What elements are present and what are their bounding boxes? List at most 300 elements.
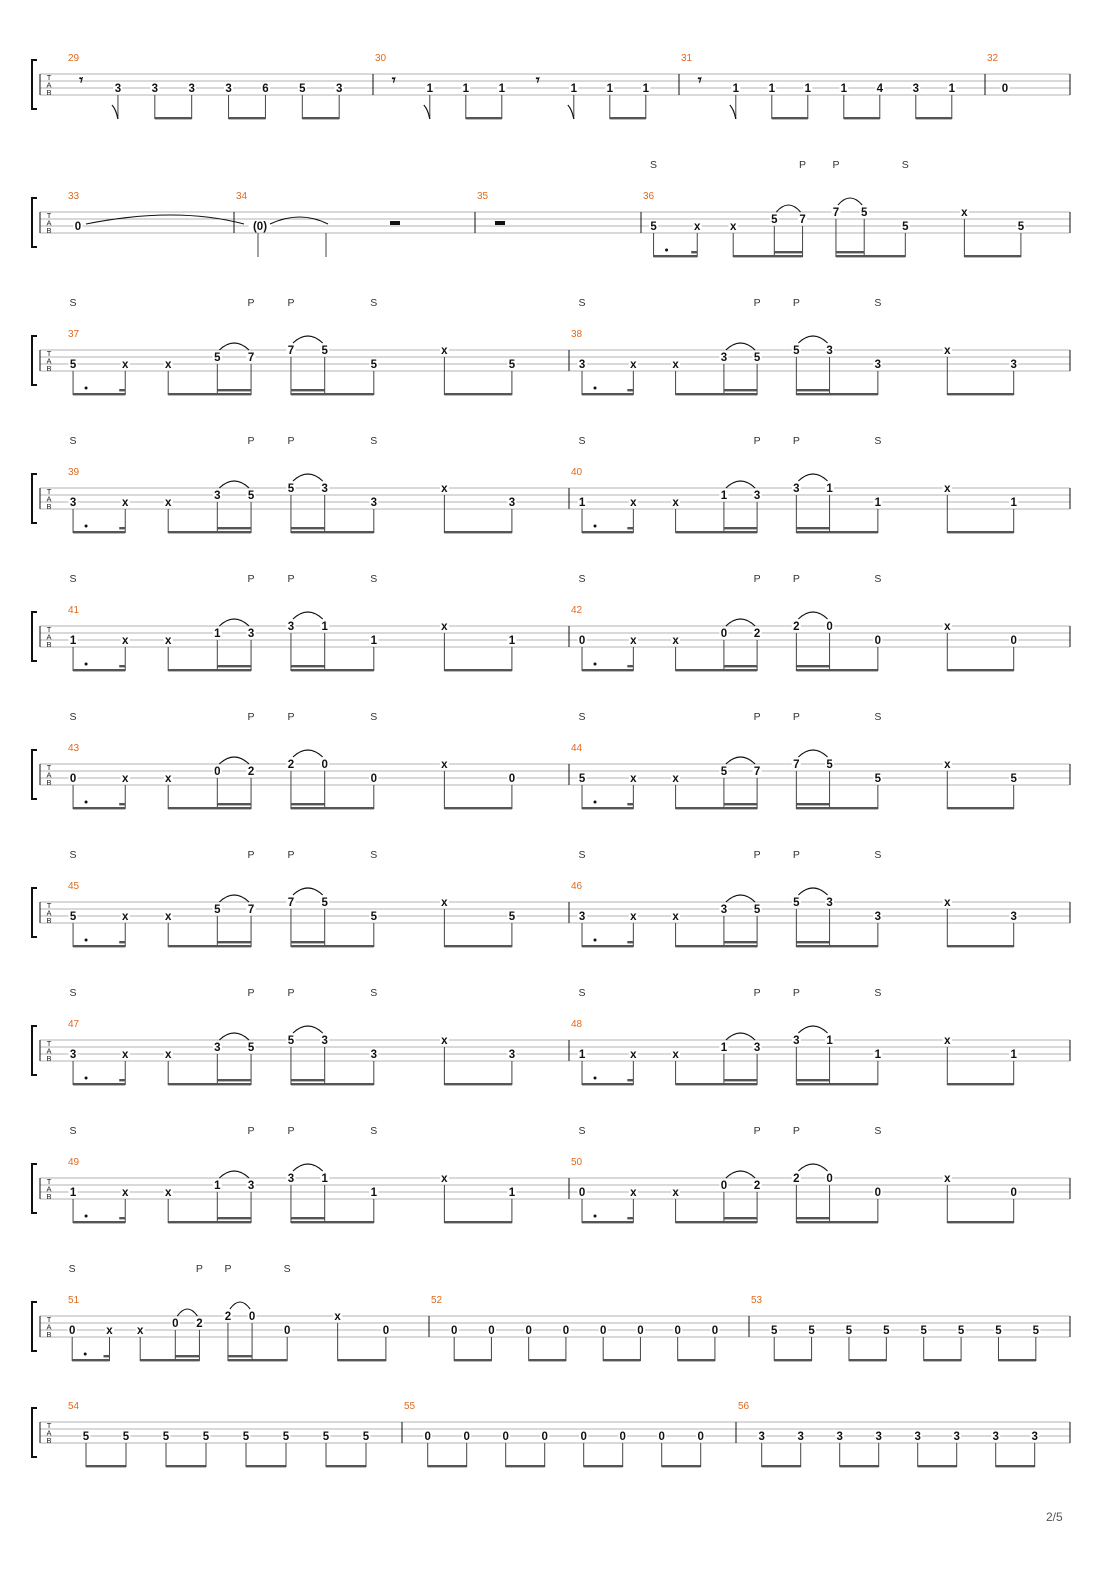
fret-number: 3 [214, 1042, 221, 1054]
beam [72, 1359, 109, 1361]
fret-number: 5 [508, 359, 516, 371]
tab-clef-letter: T [46, 763, 52, 772]
technique-label: P [832, 159, 840, 171]
beam [506, 1465, 545, 1467]
fret-number: 5 [826, 759, 833, 771]
measure-number: 49 [68, 1157, 80, 1168]
tie-arc [798, 1164, 827, 1171]
dot [85, 387, 88, 390]
fret-number: 0 [562, 1325, 570, 1337]
tab-clef-letter: A [46, 632, 52, 642]
beam [291, 531, 374, 533]
fret-number: (0) [252, 221, 268, 233]
beam [796, 1217, 829, 1219]
beam [168, 531, 251, 533]
fret-number: 1 [826, 1035, 833, 1047]
beam [724, 1079, 757, 1081]
beam [724, 665, 757, 667]
technique-label: S [370, 849, 378, 861]
technique-label: P [287, 1125, 295, 1137]
tie-arc [293, 750, 323, 757]
tie-arc [726, 343, 755, 350]
tab-clef-letter: B [46, 226, 52, 235]
fret-number: 0 [488, 1325, 495, 1337]
dead-note: x [630, 773, 637, 785]
eighth-rest: 𝄾 [79, 72, 84, 89]
dot [85, 663, 88, 666]
beam [73, 945, 125, 947]
beam [774, 251, 802, 253]
fret-number: 5 [82, 1431, 90, 1443]
fret-number: 3 [875, 1431, 882, 1443]
half-rest [390, 221, 400, 225]
dead-note: x [944, 1173, 951, 1185]
dead-note: x [122, 635, 129, 647]
fret-number: 5 [362, 1431, 370, 1443]
fret-number: 7 [247, 352, 255, 364]
fret-number: 1 [498, 83, 506, 95]
beam [724, 527, 757, 529]
beam [168, 393, 251, 395]
dead-note: x [672, 1187, 679, 1199]
fret-number: 0 [580, 1431, 587, 1443]
measure-number: 39 [68, 467, 80, 478]
fret-number: 5 [370, 359, 378, 371]
measure-number: 30 [375, 53, 387, 64]
fret-number: 7 [832, 207, 840, 219]
dead-note: x [122, 911, 129, 923]
technique-label: S [283, 1263, 291, 1275]
fret-number: 1 [642, 83, 650, 95]
fret-number: 0 [463, 1431, 470, 1443]
technique-label: S [874, 711, 882, 723]
fret-number: 2 [793, 621, 800, 633]
fret-number: 3 [912, 83, 920, 95]
beam [849, 1359, 886, 1361]
beam [844, 117, 880, 119]
beam [627, 1079, 633, 1081]
fret-number: 1 [840, 83, 848, 95]
fret-number: 5 [247, 490, 255, 502]
beam [444, 807, 512, 809]
fret-number: 3 [1010, 911, 1017, 923]
system-bracket [32, 1026, 37, 1075]
fret-number: 5 [122, 1431, 130, 1443]
beam [627, 1217, 633, 1219]
measure-number: 56 [738, 1401, 750, 1412]
tie-arc [798, 750, 827, 757]
technique-label: P [753, 435, 761, 447]
beam [796, 1079, 829, 1081]
fret-number: 5 [957, 1325, 965, 1337]
measure-number: 32 [987, 53, 999, 64]
tie-arc [219, 481, 249, 488]
system-bracket [32, 474, 37, 523]
tab-clef-letter: B [46, 1436, 52, 1445]
fret-number: 5 [247, 1042, 255, 1054]
technique-label: S [874, 849, 882, 861]
fret-number: 5 [578, 773, 586, 785]
dead-note: x [441, 1173, 448, 1185]
tie-arc [219, 343, 249, 350]
technique-label: P [224, 1263, 232, 1275]
measure-number: 44 [571, 743, 583, 754]
beam [796, 669, 878, 671]
technique-label: S [578, 435, 586, 447]
dot [85, 1215, 88, 1218]
beam [772, 117, 808, 119]
beam [444, 531, 512, 533]
beam [326, 1465, 366, 1467]
fret-number: 1 [720, 1042, 728, 1054]
beam [676, 945, 758, 947]
tie-arc [219, 895, 249, 902]
tab-clef-letter: T [46, 73, 52, 82]
fret-number: 5 [508, 911, 516, 923]
dead-note: x [630, 1049, 637, 1061]
tab-clef-letter: T [46, 211, 52, 220]
beam [796, 807, 878, 809]
dead-note: x [164, 911, 172, 923]
tab-clef-letter: T [46, 1177, 52, 1186]
fret-number: 0 [637, 1325, 644, 1337]
fret-number: 3 [247, 1180, 255, 1192]
fret-number: 3 [69, 497, 77, 509]
fret-number: 0 [658, 1431, 665, 1443]
technique-label: S [578, 849, 586, 861]
measure-number: 37 [68, 329, 80, 340]
dead-note: x [961, 207, 968, 219]
technique-label: S [578, 987, 586, 999]
beam [796, 1221, 878, 1223]
tie-arc [177, 1309, 197, 1316]
fret-number: 3 [578, 359, 586, 371]
fret-number: 5 [202, 1431, 210, 1443]
dot [594, 801, 597, 804]
dead-note: x [164, 497, 172, 509]
tie-arc [726, 481, 755, 488]
dot [594, 939, 597, 942]
fret-number: 1 [826, 483, 833, 495]
beam [582, 1083, 633, 1085]
beam [119, 1079, 125, 1081]
tie-arc [798, 474, 827, 481]
beam [947, 1221, 1013, 1223]
dead-note: x [334, 1311, 341, 1323]
fret-number: 1 [948, 83, 956, 95]
fret-number: 5 [287, 1035, 295, 1047]
beam [836, 251, 864, 253]
dead-note: x [106, 1325, 113, 1337]
fret-number: 2 [753, 1180, 761, 1192]
beam [73, 1221, 125, 1223]
tab-clef-letter: A [46, 1046, 52, 1056]
beam [733, 255, 802, 257]
technique-label: S [578, 297, 586, 309]
beam [947, 531, 1013, 533]
beam [291, 945, 374, 947]
fret-number: 3 [247, 628, 255, 640]
technique-label: S [874, 1125, 882, 1137]
fret-number: 0 [382, 1325, 390, 1337]
fret-number: 0 [502, 1431, 509, 1443]
dead-note: x [630, 635, 637, 647]
technique-label: P [287, 573, 295, 585]
tie-arc [726, 757, 755, 764]
beam [691, 251, 697, 253]
technique-label: S [874, 573, 882, 585]
fret-number: 1 [874, 1049, 882, 1061]
beam [582, 531, 633, 533]
technique-label: S [69, 297, 77, 309]
beam [627, 389, 633, 391]
dead-note: x [164, 1187, 172, 1199]
tab-clef-letter: T [46, 901, 52, 910]
beam [916, 117, 952, 119]
measure-number: 54 [68, 1401, 80, 1412]
fret-number: 3 [151, 83, 159, 95]
measure-number: 47 [68, 1019, 80, 1030]
beam [796, 389, 829, 391]
technique-label: S [578, 711, 586, 723]
dot [594, 525, 597, 528]
system-bracket [32, 750, 37, 799]
fret-number: 3 [836, 1431, 843, 1443]
fret-number: 5 [162, 1431, 170, 1443]
beam [676, 393, 758, 395]
beam [119, 665, 125, 667]
technique-label: S [69, 849, 77, 861]
fret-number: 3 [214, 490, 221, 502]
technique-label: S [69, 435, 77, 447]
technique-label: P [792, 1125, 800, 1137]
technique-label: S [69, 573, 77, 585]
technique-label: P [753, 849, 761, 861]
measure-number: 36 [643, 191, 655, 202]
fret-number: 0 [525, 1325, 532, 1337]
fret-number: 1 [69, 1187, 77, 1199]
beam [947, 393, 1013, 395]
technique-label: S [874, 987, 882, 999]
dead-note: x [944, 345, 951, 357]
technique-label: P [792, 849, 800, 861]
beam [796, 527, 829, 529]
technique-label: P [753, 987, 761, 999]
fret-number: 3 [720, 904, 728, 916]
dead-note: x [672, 635, 679, 647]
dead-note: x [672, 911, 679, 923]
beam [217, 1079, 251, 1081]
fret-number: 7 [793, 759, 800, 771]
eighth-rest: 𝄾 [535, 72, 540, 89]
beam [466, 117, 502, 119]
tab-clef-letter: B [46, 640, 52, 649]
fret-number: 3 [69, 1049, 77, 1061]
technique-label: P [753, 573, 761, 585]
fret-number: 2 [224, 1311, 232, 1323]
measure-number: 52 [431, 1295, 443, 1306]
tab-clef-letter: A [46, 494, 52, 504]
fret-number: 0 [697, 1431, 704, 1443]
tab-clef-letter: T [46, 1421, 52, 1430]
dead-note: x [630, 911, 637, 923]
fret-number: 5 [69, 911, 77, 923]
tie-arc [219, 619, 249, 626]
beam [796, 941, 829, 943]
beam [119, 1217, 125, 1219]
fret-number: 5 [322, 1431, 330, 1443]
beam [840, 1465, 879, 1467]
fret-number: 7 [799, 214, 806, 226]
fret-number: 7 [247, 904, 255, 916]
technique-label: P [792, 987, 800, 999]
technique-label: P [247, 1125, 255, 1137]
fret-number: 0 [68, 1325, 76, 1337]
dead-note: x [122, 1187, 129, 1199]
fret-number: 5 [771, 214, 778, 226]
technique-label: P [247, 849, 255, 861]
fret-number: 5 [808, 1325, 815, 1337]
beam [140, 1359, 199, 1361]
technique-label: P [792, 435, 800, 447]
beam [582, 669, 633, 671]
technique-label: P [247, 435, 255, 447]
beam [444, 1221, 512, 1223]
fret-number: 1 [214, 628, 221, 640]
measure-number: 29 [68, 53, 80, 64]
beam [762, 1465, 801, 1467]
tab-clef-letter: B [46, 1330, 52, 1339]
beam [582, 393, 633, 395]
technique-label: S [69, 1125, 77, 1137]
beam [217, 665, 251, 667]
fret-number: 5 [883, 1325, 890, 1337]
fret-number: 3 [874, 911, 882, 923]
beam [836, 255, 905, 257]
technique-label: P [753, 711, 761, 723]
note-flag [568, 105, 574, 119]
fret-number: 5 [69, 359, 77, 371]
fret-number: 0 [619, 1431, 626, 1443]
technique-label: P [247, 987, 255, 999]
technique-label: P [287, 987, 295, 999]
tie-arc [293, 1164, 323, 1171]
technique-label: S [578, 573, 586, 585]
beam [918, 1465, 957, 1467]
beam [217, 1217, 251, 1219]
fret-number: 3 [953, 1431, 960, 1443]
beam [529, 1359, 566, 1361]
technique-label: S [370, 987, 378, 999]
dead-note: x [672, 497, 679, 509]
technique-label: S [69, 711, 77, 723]
beam [654, 255, 698, 257]
tie-arc [293, 612, 323, 619]
fret-number: 0 [424, 1431, 431, 1443]
beam [291, 1217, 325, 1219]
measure-number: 33 [68, 191, 80, 202]
fret-number: 1 [732, 83, 740, 95]
tie-arc [86, 215, 244, 224]
technique-label: P [753, 297, 761, 309]
fret-number: 1 [720, 490, 728, 502]
beam [676, 1221, 758, 1223]
beam [662, 1465, 701, 1467]
fret-number: 2 [247, 766, 255, 778]
beam [166, 1465, 206, 1467]
fret-number: 5 [242, 1431, 250, 1443]
fret-number: 5 [321, 345, 328, 357]
fret-number: 3 [992, 1431, 999, 1443]
beam [217, 527, 251, 529]
beam [291, 807, 374, 809]
dead-note: x [944, 897, 951, 909]
measure-number: 40 [571, 467, 583, 478]
fret-number: 0 [69, 773, 77, 785]
beam [444, 945, 512, 947]
fret-number: 3 [874, 359, 882, 371]
dead-note: x [630, 497, 637, 509]
tab-clef-letter: A [46, 80, 52, 90]
fret-number: 0 [599, 1325, 607, 1337]
fret-number: 2 [287, 759, 295, 771]
fret-number: 0 [74, 221, 82, 233]
beam [168, 1083, 251, 1085]
half-rest [495, 221, 505, 225]
tie-arc [219, 757, 249, 764]
fret-number: 3 [225, 83, 232, 95]
fret-number: 5 [902, 221, 909, 233]
technique-label: S [370, 711, 378, 723]
tie-arc [798, 888, 827, 895]
beam [676, 1083, 758, 1085]
fret-number: 0 [248, 1311, 256, 1323]
beam [291, 941, 325, 943]
measure-number: 46 [571, 881, 583, 892]
tab-clef-letter: T [46, 625, 52, 634]
fret-number: 0 [874, 1187, 882, 1199]
fret-number: 1 [214, 1180, 221, 1192]
beam [428, 1465, 467, 1467]
technique-label: S [370, 573, 378, 585]
dead-note: x [630, 1187, 637, 1199]
fret-number: 0 [1010, 635, 1017, 647]
fret-number: 7 [287, 345, 295, 357]
beam [246, 1465, 286, 1467]
fret-number: 3 [287, 621, 295, 633]
beam [291, 1079, 325, 1081]
tab-clef-letter: B [46, 88, 52, 97]
fret-number: 1 [321, 621, 328, 633]
fret-number: 5 [874, 773, 882, 785]
fret-number: 1 [1010, 497, 1017, 509]
fret-number: 1 [1010, 1049, 1017, 1061]
beam [291, 393, 374, 395]
tab-clef-letter: A [46, 770, 52, 780]
beam [291, 803, 325, 805]
beam [291, 669, 374, 671]
fret-number: 5 [1032, 1325, 1040, 1337]
tie-arc [726, 619, 755, 626]
tie-arc [838, 198, 862, 205]
beam [73, 531, 125, 533]
beam [796, 803, 829, 805]
beam [796, 665, 829, 667]
beam [724, 389, 757, 391]
fret-number: 0 [720, 1180, 728, 1192]
tab-clef-letter: B [46, 1054, 52, 1063]
tab-clef-letter: A [46, 1428, 52, 1438]
